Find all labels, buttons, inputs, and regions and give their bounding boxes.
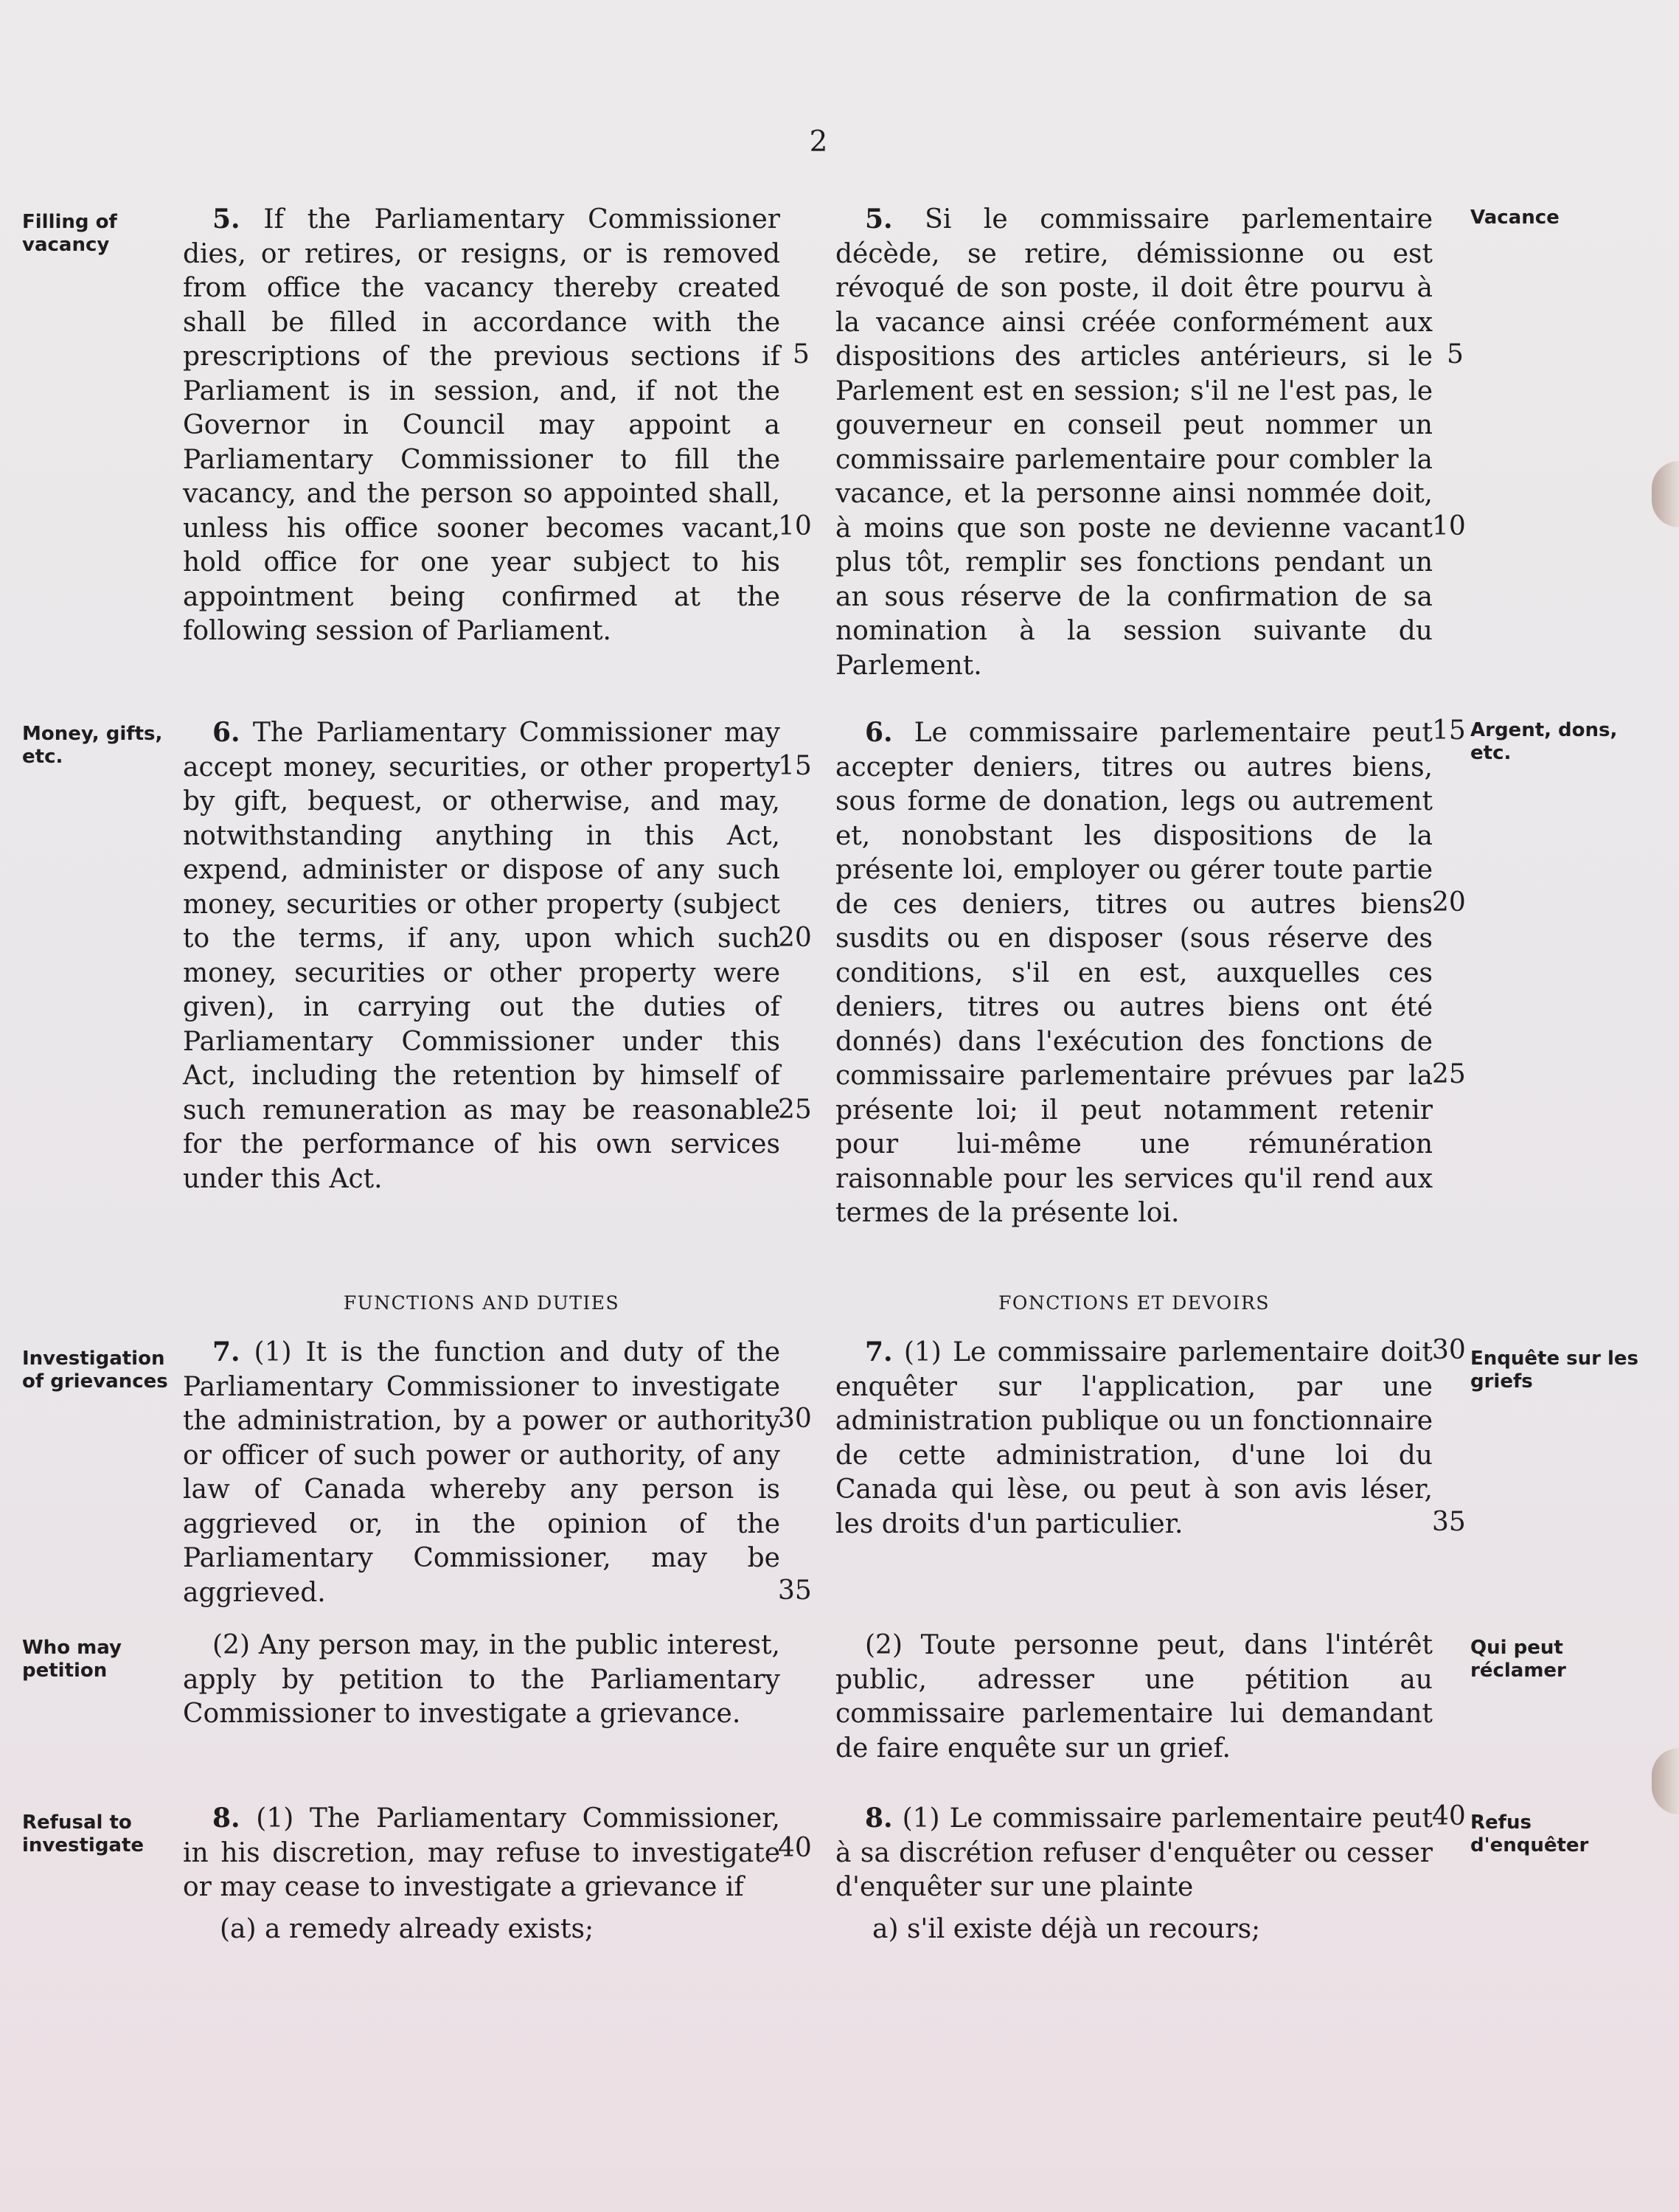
line-number-fr-30: 30: [1432, 1335, 1466, 1365]
line-number-en-20: 20: [778, 923, 812, 953]
line-number-en-15: 15: [778, 751, 812, 781]
margin-note-filling-of-vacancy: Filling of vacancy: [22, 211, 117, 256]
line-number-fr-40: 40: [1432, 1801, 1466, 1831]
heading-functions-and-duties: FUNCTIONS AND DUTIES: [343, 1292, 620, 1314]
line-number-en-30: 30: [778, 1404, 812, 1434]
article-6-paragraph: 6. Le commissaire parlementaire peut accepter deniers, titres ou autres biens, sous forme de donation, legs ou autrement et, nonobstant les dispositions de la présente loi, employer ou gérer toute partie de ces deniers, titres ou autres biens susdits ou en disposer (sous réserve des conditions, s'il en est, auxquelles ces deniers, titres ou autres biens ont été donnés) dans l'exécution des fonctions de commissaire parlementaire prévues par la présente loi; il peut notamment retenir pour lui-même une rémunération raisonnable pour les services qu'il rend aux termes de la présente loi.: [835, 717, 1433, 1228]
section-7-2-paragraph: (2) Any person may, in the public interest, apply by petition to the Parliamentary Commissioner to investigate a grievance.: [183, 1630, 780, 1729]
line-number-en-40: 40: [778, 1833, 812, 1863]
french-section-5: [835, 202, 1433, 683]
line-number-en-5: 5: [793, 339, 810, 370]
french-section-7-1: [835, 1335, 1433, 1542]
page-number: 2: [809, 125, 828, 159]
article-5-paragraph: 5. Si le commissaire parlementaire décède, se retire, démissionne ou est révoqué de son poste, il doit être pourvu à la vacance ainsi créée conformément aux dispositions des articles antérieurs, si le Parlement est en session; s'il ne l'est pas, le gouverneur en conseil peut nommer un commissaire parlementaire pour combler la vacance, et la personne ainsi nommée doit, à moins que son poste ne devienne vacant plus tôt, remplir ses fonctions pendant un an sous réserve de la confirmation de sa nomination à la session suivante du Parlement.: [835, 204, 1433, 681]
line-number-fr-10: 10: [1432, 511, 1466, 541]
line-number-fr-15: 15: [1432, 715, 1466, 746]
line-number-fr-25: 25: [1432, 1059, 1466, 1089]
binder-tab-bottom: [1652, 1748, 1679, 1814]
section-8-clause-a: (a) a remedy already exists;: [220, 1913, 594, 1944]
french-section-8: [835, 1801, 1433, 1946]
line-number-en-35: 35: [778, 1575, 812, 1606]
english-section-7-1: [183, 1335, 780, 1610]
french-section-7-2: [835, 1629, 1433, 1766]
english-section-6: [183, 715, 780, 1196]
line-number-en-10: 10: [778, 511, 812, 541]
article-8-clause-a: a) s'il existe déjà un recours;: [872, 1913, 1261, 1944]
margin-note-vacance: Vacance: [1470, 207, 1560, 229]
french-section-6: [835, 715, 1433, 1231]
english-section-7-2: [183, 1629, 780, 1732]
section-6-paragraph: 6. The Parliamentary Commissioner may accept money, securities, or other property by gift, bequest, or otherwise, and may, notwithstanding anything in this Act, expend, administer or dispose of any such money, securities or other property (subject to the terms, if any, upon which such money, securities or other property were given), in carrying out the duties of Parliamentary Commissioner under this Act, including the retention by himself of such remuneration as may be reasonable for the performance of his own services under this Act.: [183, 717, 780, 1194]
line-number-fr-35: 35: [1432, 1507, 1466, 1537]
line-number-en-25: 25: [778, 1095, 812, 1125]
binder-tab-top: [1652, 461, 1679, 527]
section-8-paragraph: 8. (1) The Parliamentary Commissioner, in his discretion, may refuse to investigate or may cease to investigate a grievance if: [183, 1803, 780, 1902]
article-8-paragraph: 8. (1) Le commissaire parlementaire peut à sa discrétion refuser d'enquêter ou cesser d'enquêter sur une plainte: [835, 1803, 1433, 1902]
margin-note-qui-peut-reclamer: Qui peut réclamer: [1470, 1637, 1566, 1682]
heading-fonctions-et-devoirs: FONCTIONS ET DEVOIRS: [998, 1292, 1270, 1314]
article-7-1-paragraph: 7. (1) Le commissaire parlementaire doit enquêter sur l'application, par une administration publique ou un fonctionnaire de cette administration, d'une loi du Canada qui lèse, ou peut à son avis léser, les droits d'un particulier.: [835, 1336, 1433, 1539]
margin-note-money-gifts: Money, gifts, etc.: [22, 723, 163, 768]
english-section-5: [183, 202, 780, 649]
section-5-paragraph: 5. If the Parliamentary Commissioner dies, or retires, or resigns, or is removed from office the vacancy thereby created shall be filled in accordance with the prescriptions of the previous sections if Parliament is in session, and, if not the Governor in Council may appoint a Parliamentary Commissioner to fill the vacancy, and the person so appointed shall, unless his office sooner becomes vacant, hold office for one year subject to his appointment being confirmed at the following session of Parliament.: [183, 204, 780, 646]
article-7-2-paragraph: (2) Toute personne peut, dans l'intérêt public, adresser une pétition au commissaire parlementaire lui demandant de faire enquête sur un grief.: [835, 1630, 1433, 1764]
margin-note-argent-dons: Argent, dons, etc.: [1470, 719, 1618, 764]
margin-note-refus-d-enqueter: Refus d'enquêter: [1470, 1811, 1589, 1856]
margin-note-refusal-to-investigate: Refusal to investigate: [22, 1811, 145, 1856]
english-section-8: [183, 1801, 780, 1946]
margin-note-investigation-of-grievances: Investigation of grievances: [22, 1348, 168, 1393]
section-7-1-paragraph: 7. (1) It is the function and duty of the Parliamentary Commissioner to investigate the administration, by a power or authority or officer of such power or authority, of any law of Canada whereby any person is aggrieved or, in the opinion of the Parliamentary Commissioner, may be aggrieved.: [183, 1336, 780, 1608]
line-number-fr-5: 5: [1447, 339, 1464, 370]
margin-note-enquete-sur-les-griefs: Enquête sur les griefs: [1470, 1348, 1639, 1393]
line-number-fr-20: 20: [1432, 887, 1466, 918]
margin-note-who-may-petition: Who may petition: [22, 1637, 122, 1682]
